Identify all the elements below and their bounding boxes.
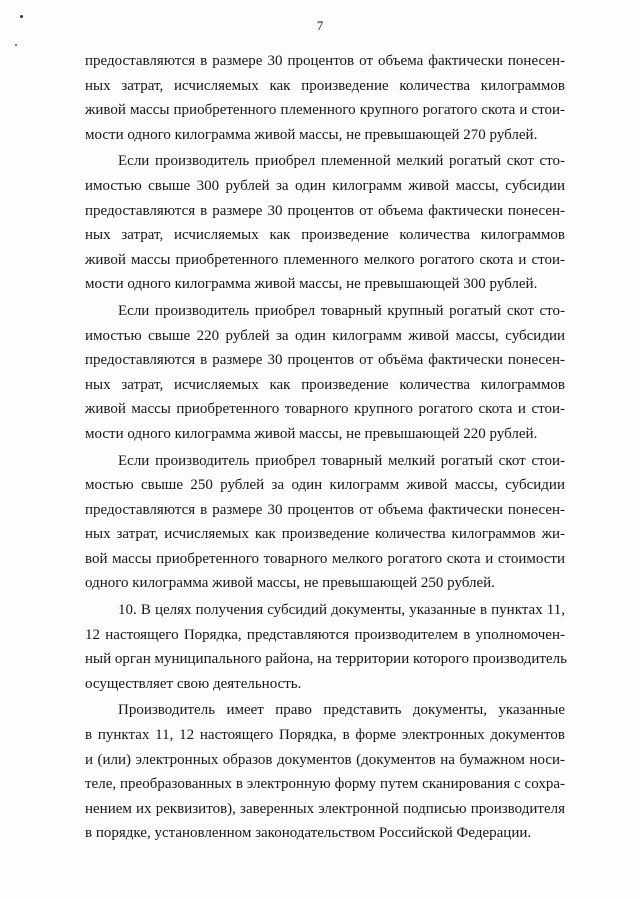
text-line: ных затрат, исчисляемых как произведение количества килограммов	[85, 227, 565, 244]
text-line: предоставляются в размере 30 процентов от объёма фактически понесен-	[85, 352, 565, 369]
text-line: имостью свыше 220 рублей за один килограмм живой массы, субсидии	[85, 327, 565, 344]
text-line: мостью свыше 250 рублей за один килограмм живой массы, субсидии	[85, 477, 565, 494]
page-number: 7	[316, 18, 324, 33]
text-line: Если производитель приобрел племенной мелкий рогатый скот сто-	[118, 153, 565, 170]
text-line: ных затрат, исчисляемых как произведение количества килограммов	[85, 77, 565, 94]
text-line: предоставляются в размере 30 процентов от объема фактически понесен-	[85, 202, 565, 219]
text-line: теле, преобразованных в электронную форму путем сканирования с сохра-	[85, 776, 565, 793]
text-line: 12 настоящего Порядка, представляются производителем в уполномочен-	[85, 626, 565, 643]
text-line: живой массы приобретенного племенного мелкого рогатого скота и стои-	[85, 251, 565, 268]
text-line: нением их реквизитов), заверенных электронной подписью производителя	[85, 800, 565, 817]
text-line: ных затрат, исчисляемых как произведение количества килограммов жи-	[85, 526, 565, 543]
text-line: Производитель имеет право представить документы, указанные	[118, 702, 565, 719]
text-line: мости одного килограмма живой массы, не превышающей 300 рублей.	[85, 276, 538, 293]
text-line: и (или) электронных образов документов (документов на бумажном носи-	[85, 751, 565, 768]
text-line: осуществляет свою деятельность.	[85, 675, 302, 692]
text-line: мости одного килограмма живой массы, не превышающей 220 рублей.	[85, 425, 538, 442]
text-line: в порядке, установленном законодательством Российской Федерации.	[85, 825, 532, 842]
text-line: Если производитель приобрел товарный мелкий рогатый скот стои-	[118, 452, 565, 469]
paragraph	[85, 299, 565, 447]
text-line: предоставляются в размере 30 процентов от объема фактически понесен-	[85, 53, 565, 69]
text-line: одного килограмма живой массы, не превышающей 250 рублей.	[85, 575, 495, 592]
paragraph	[85, 449, 565, 597]
text-line: мости одного килограмма живой массы, не превышающей 270 рублей.	[85, 126, 538, 143]
text-line: живой массы приобретенного товарного крупного рогатого скота и стои-	[85, 401, 565, 418]
text-line: ный орган муниципального района, на территории которого производитель	[85, 651, 567, 668]
text-line: в пунктах 11, 12 настоящего Порядка, в форме электронных документов	[85, 727, 565, 744]
paragraph	[85, 49, 565, 147]
document-body	[85, 49, 565, 848]
paragraph	[85, 598, 565, 696]
text-line: вой массы приобретенного товарного мелкого рогатого скота и стоимости	[85, 550, 565, 567]
text-line: 10. В целях получения субсидий документы, указанные в пунктах 11,	[118, 602, 565, 619]
text-line: Если производитель приобрел товарный крупный рогатый скот сто-	[118, 302, 565, 319]
text-line: ных затрат, исчисляемых как произведение количества килограммов	[85, 376, 565, 393]
text-line: предоставляются в размере 30 процентов от объема фактически понесен-	[85, 501, 565, 518]
scan-artifact-dot	[15, 44, 17, 46]
paragraph	[85, 698, 565, 846]
text-line: имостью свыше 300 рублей за один килограмм живой массы, субсидии	[85, 177, 565, 194]
paragraph	[85, 149, 565, 297]
text-line: живой массы приобретенного племенного крупного рогатого скота и стои-	[85, 102, 565, 119]
